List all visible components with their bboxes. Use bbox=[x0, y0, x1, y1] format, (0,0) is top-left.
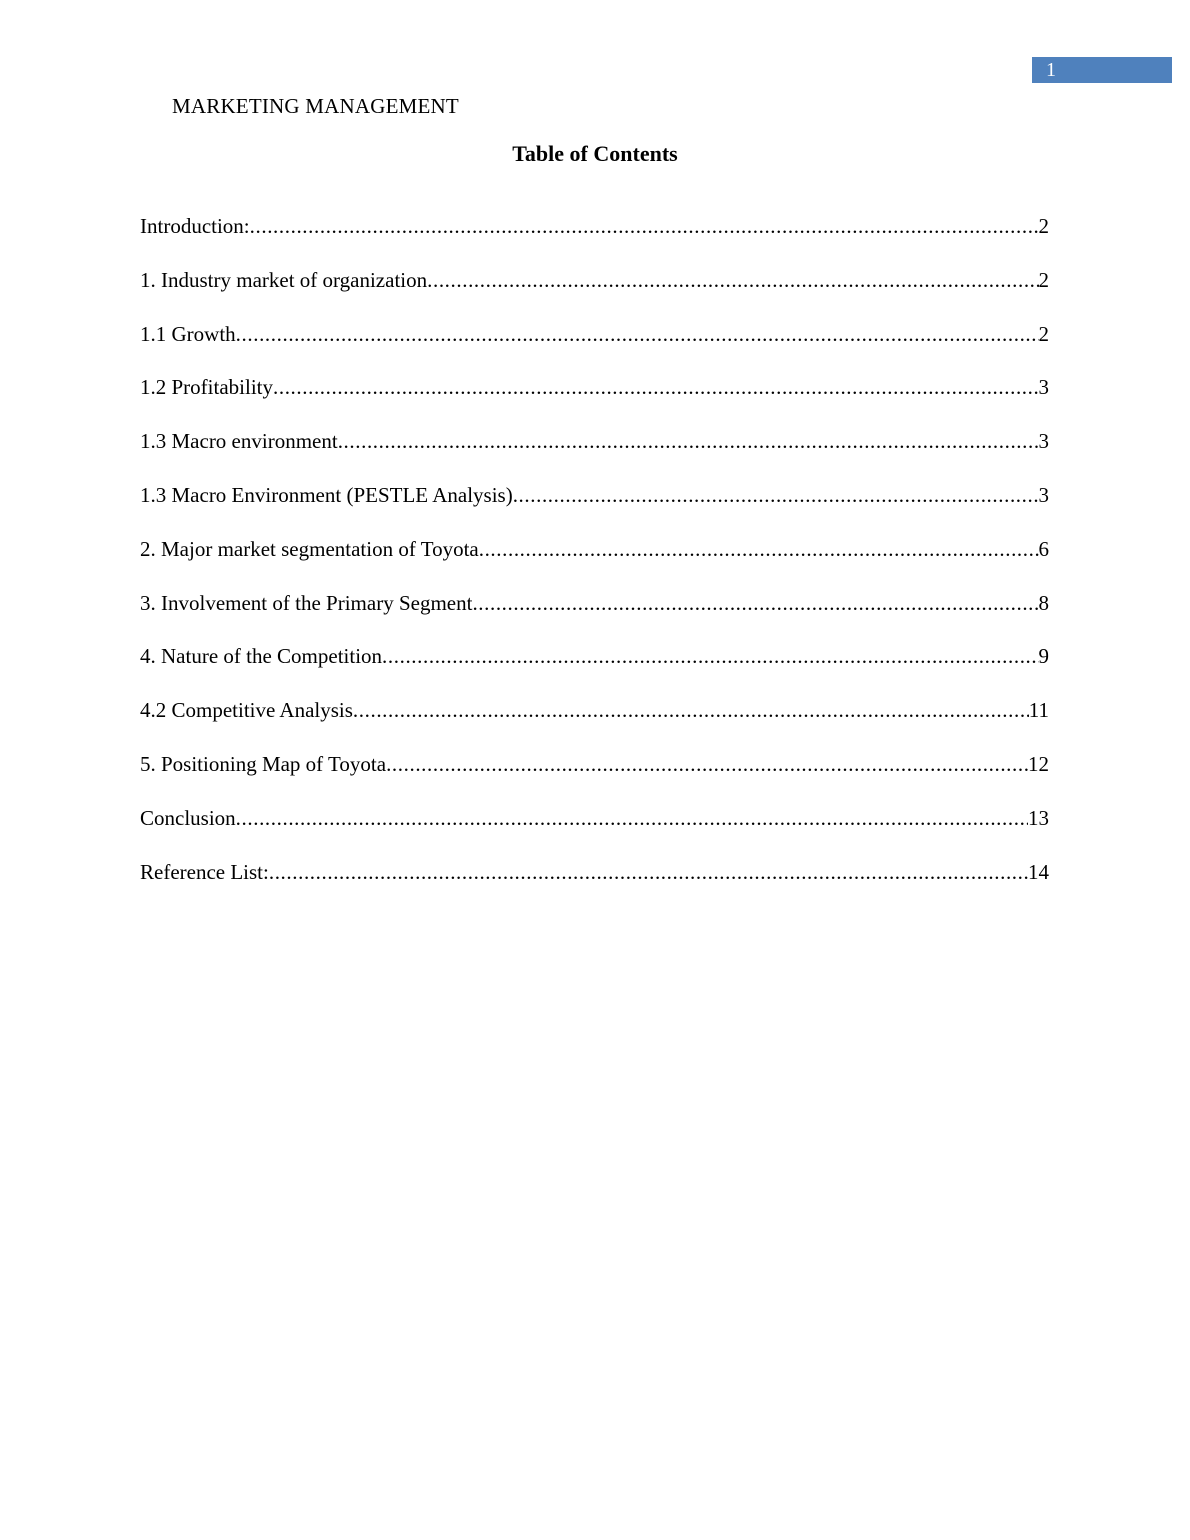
toc-entry-market-segmentation[interactable] bbox=[140, 534, 1049, 588]
toc-title: Table of Contents bbox=[512, 141, 678, 166]
toc-entry-nature-of-competition[interactable] bbox=[140, 641, 1049, 695]
page-number-badge bbox=[1032, 57, 1172, 83]
toc-entry-page: 2 bbox=[1038, 214, 1049, 238]
toc-dot-leader bbox=[427, 265, 1038, 295]
toc-entry-page: 3 bbox=[1038, 375, 1049, 400]
toc-entry-positioning-map[interactable] bbox=[140, 749, 1049, 803]
toc-entry-page: 9 bbox=[1038, 644, 1049, 669]
table-of-contents bbox=[140, 211, 1049, 910]
toc-entry-label: 2. Major market segmentation of Toyota bbox=[140, 536, 479, 561]
toc-dot-leader bbox=[273, 372, 1039, 402]
toc-dot-leader bbox=[353, 695, 1029, 725]
toc-entry-conclusion[interactable] bbox=[140, 803, 1049, 857]
toc-dot-leader bbox=[236, 319, 1039, 349]
toc-dot-leader bbox=[472, 588, 1038, 618]
toc-entry-competitive-analysis[interactable] bbox=[140, 695, 1049, 749]
toc-entry-growth[interactable] bbox=[140, 319, 1049, 373]
toc-entry-label: Introduction: bbox=[140, 214, 250, 238]
toc-entry-page: 13 bbox=[1028, 805, 1049, 830]
toc-entry-label: 5. Positioning Map of Toyota bbox=[140, 751, 387, 776]
toc-entry-label: 1. Industry market of organization bbox=[140, 267, 428, 292]
toc-dot-leader bbox=[479, 534, 1039, 564]
toc-entry-label: 4. Nature of the Competition bbox=[140, 644, 383, 669]
running-header-title: MARKETING MANAGEMENT bbox=[172, 94, 459, 118]
toc-entry-macro-environment[interactable] bbox=[140, 426, 1049, 480]
toc-entry-label: 1.1 Growth bbox=[140, 321, 236, 346]
toc-entry-page: 3 bbox=[1038, 429, 1049, 454]
toc-entry-label: 1.3 Macro environment bbox=[140, 429, 338, 454]
toc-entry-label: 1.2 Profitability bbox=[140, 375, 273, 400]
toc-entry-page: 14 bbox=[1028, 859, 1049, 884]
toc-entry-page: 11 bbox=[1028, 698, 1049, 723]
toc-entry-introduction[interactable] bbox=[140, 211, 1049, 265]
toc-entry-pestle-analysis[interactable] bbox=[140, 480, 1049, 534]
toc-entry-industry-market[interactable] bbox=[140, 265, 1049, 319]
toc-entry-primary-segment[interactable] bbox=[140, 588, 1049, 642]
toc-entry-page: 8 bbox=[1038, 590, 1049, 615]
toc-dot-leader bbox=[338, 426, 1039, 456]
toc-entry-label: Conclusion bbox=[140, 805, 236, 830]
toc-dot-leader bbox=[250, 211, 1039, 241]
toc-entry-label: 4.2 Competitive Analysis bbox=[140, 698, 353, 723]
toc-entry-label: Reference List: bbox=[140, 859, 269, 884]
toc-entry-page: 6 bbox=[1038, 536, 1049, 561]
toc-dot-leader bbox=[386, 749, 1028, 779]
toc-entry-label: 3. Involvement of the Primary Segment bbox=[140, 590, 473, 615]
toc-dot-leader bbox=[513, 480, 1039, 510]
toc-dot-leader bbox=[269, 857, 1028, 887]
toc-entry-label: 1.3 Macro Environment (PESTLE Analysis) bbox=[140, 482, 513, 507]
toc-entry-profitability[interactable] bbox=[140, 372, 1049, 426]
toc-dot-leader bbox=[236, 803, 1028, 833]
page-number: 1 bbox=[1046, 59, 1056, 81]
toc-entry-page: 2 bbox=[1038, 321, 1049, 346]
toc-dot-leader bbox=[382, 641, 1038, 671]
toc-entry-page: 2 bbox=[1038, 267, 1049, 292]
toc-entry-page: 3 bbox=[1038, 482, 1049, 507]
toc-entry-page: 12 bbox=[1028, 751, 1049, 776]
toc-entry-reference-list[interactable] bbox=[140, 857, 1049, 911]
